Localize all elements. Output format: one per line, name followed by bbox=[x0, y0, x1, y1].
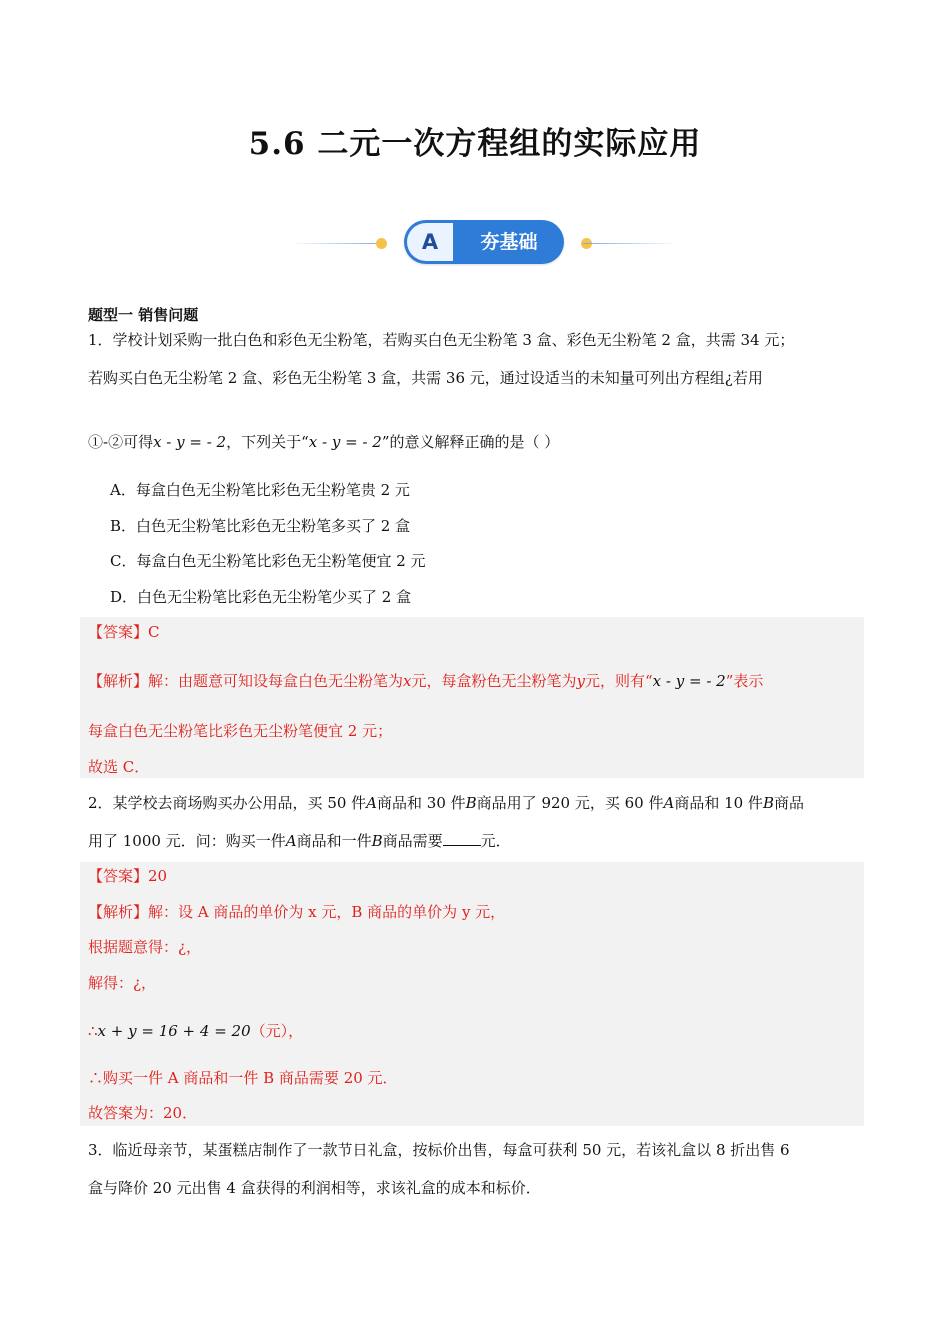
q2-therefore-icon: ∴ bbox=[88, 1022, 98, 1040]
q1-analysis-1c: 元，则有“ bbox=[585, 672, 653, 690]
q1-line-3-mid: ，下列关于“ bbox=[226, 433, 309, 451]
banner-pill bbox=[404, 220, 564, 264]
q2-analysis-label: 【解析】 bbox=[88, 903, 149, 921]
q2-line-2-c: 商品需要 bbox=[382, 832, 443, 850]
q1-line-3-post: ”的意义解释正确的是（ ） bbox=[381, 433, 560, 451]
q2-analysis-1: 解：设 A 商品的单价为 x 元，B 商品的单价为 y 元， bbox=[148, 903, 506, 921]
q2-analysis-4-post: （元）， bbox=[250, 1022, 304, 1040]
section-banner bbox=[290, 217, 680, 269]
q1-analysis-label: 【解析】 bbox=[88, 672, 149, 690]
banner-letter: A bbox=[407, 223, 453, 261]
q2-analysis-line-5: ∴购买一件 A 商品和一件 B 商品需要 20 元． bbox=[88, 1069, 398, 1087]
q1-analysis-line-1 bbox=[88, 671, 763, 691]
q2-line-2-d: 元． bbox=[480, 832, 511, 850]
q2-analysis-line-6: 故答案为：20． bbox=[88, 1104, 198, 1122]
q2-answer-blank[interactable] bbox=[443, 831, 481, 846]
q1-analysis-x: x bbox=[403, 672, 412, 690]
q1-line-2: 若购买白色无尘粉笔 2 盒、彩色无尘粉笔 3 盒，共需 36 元，通过设适当的未知量可列出方程组¿若用 bbox=[88, 369, 763, 387]
q2-analysis-line-2: 根据题意得：¿， bbox=[88, 938, 202, 956]
q1-analysis-1a: 解：由题意可知设每盒白色无尘粉笔为 bbox=[148, 672, 404, 690]
q1-line-3-pre: ①-②可得 bbox=[88, 433, 154, 451]
banner-right-line bbox=[583, 243, 678, 244]
q2-analysis-line-3: 解得：¿， bbox=[88, 974, 157, 992]
q1-option-d: D．白色无尘粉笔比彩色无尘粉笔少买了 2 盒 bbox=[110, 588, 412, 606]
q2-var-b1: B bbox=[465, 794, 477, 812]
q1-math-2: x - y = - 2 bbox=[308, 433, 382, 451]
q2-line-1-c: 商品用了 920 元，买 60 件 bbox=[476, 794, 664, 812]
q3-line-2: 盒与降价 20 元出售 4 盒获得的利润相等，求该礼盒的成本和标价． bbox=[88, 1179, 541, 1197]
q1-option-a: A．每盒白色无尘粉笔比彩色无尘粉笔贵 2 元 bbox=[110, 481, 410, 499]
q1-analysis-line-2: 每盒白色无尘粉笔比彩色无尘粉笔便宜 2 元； bbox=[88, 722, 393, 740]
q2-line-1 bbox=[88, 793, 804, 813]
q2-analysis-line-4 bbox=[88, 1021, 303, 1041]
section-heading: 题型一 销售问题 bbox=[88, 306, 199, 324]
q1-answer: 【答案】C bbox=[88, 623, 160, 641]
q2-analysis-line-1 bbox=[88, 902, 505, 922]
q1-math-1: x - y = - 2 bbox=[153, 433, 227, 451]
banner-left-line bbox=[290, 243, 385, 244]
q2-line-2 bbox=[88, 831, 511, 851]
q2-line-2-b: 商品和一件 bbox=[296, 832, 372, 850]
q2-var-b2: B bbox=[762, 794, 774, 812]
page-title: 5.6 二元一次方程组的实际应用 bbox=[248, 126, 702, 162]
q2-line-2-a: 用了 1000 元．问：购买一件 bbox=[88, 832, 286, 850]
q2-var-a1: A bbox=[366, 794, 378, 812]
q2-line-1-d: 商品和 10 件 bbox=[674, 794, 763, 812]
q1-analysis-line-3: 故选 C． bbox=[88, 758, 150, 776]
q2-line-1-e: 商品 bbox=[773, 794, 804, 812]
q1-option-b: B．白色无尘粉笔比彩色无尘粉笔多买了 2 盒 bbox=[110, 517, 411, 535]
q1-answer-box bbox=[80, 617, 864, 778]
q2-answer: 【答案】20 bbox=[88, 867, 168, 885]
q2-var-a2: A bbox=[663, 794, 675, 812]
q2-var-a3: A bbox=[285, 832, 297, 850]
banner-text: 夯基础 bbox=[480, 231, 538, 253]
q2-line-1-b: 商品和 30 件 bbox=[377, 794, 466, 812]
q1-analysis-1b: 元，每盒粉色无尘粉笔为 bbox=[411, 672, 577, 690]
q1-analysis-y: y bbox=[576, 672, 585, 690]
q1-analysis-1d: ”表示 bbox=[725, 672, 764, 690]
q2-line-1-a: 2．某学校去商场购买办公用品，买 50 件 bbox=[88, 794, 367, 812]
q2-var-b3: B bbox=[371, 832, 383, 850]
banner-left-dot-icon bbox=[376, 238, 387, 249]
q3-line-1: 3．临近母亲节，某蛋糕店制作了一款节日礼盒，按标价出售，每盒可获利 50 元，若该礼盒以 8 折出售 6 bbox=[88, 1141, 790, 1159]
q1-option-c: C．每盒白色无尘粉笔比彩色无尘粉笔便宜 2 元 bbox=[110, 552, 426, 570]
q1-line-3 bbox=[88, 432, 559, 452]
q1-line-1: 1．学校计划采购一批白色和彩色无尘粉笔，若购买白色无尘粉笔 3 盒、彩色无尘粉笔 2 盒，共需 34 元； bbox=[88, 331, 795, 349]
q2-analysis-math: x + y = 16 + 4 = 20 bbox=[97, 1022, 251, 1040]
q1-analysis-math: x - y = - 2 bbox=[652, 672, 726, 690]
